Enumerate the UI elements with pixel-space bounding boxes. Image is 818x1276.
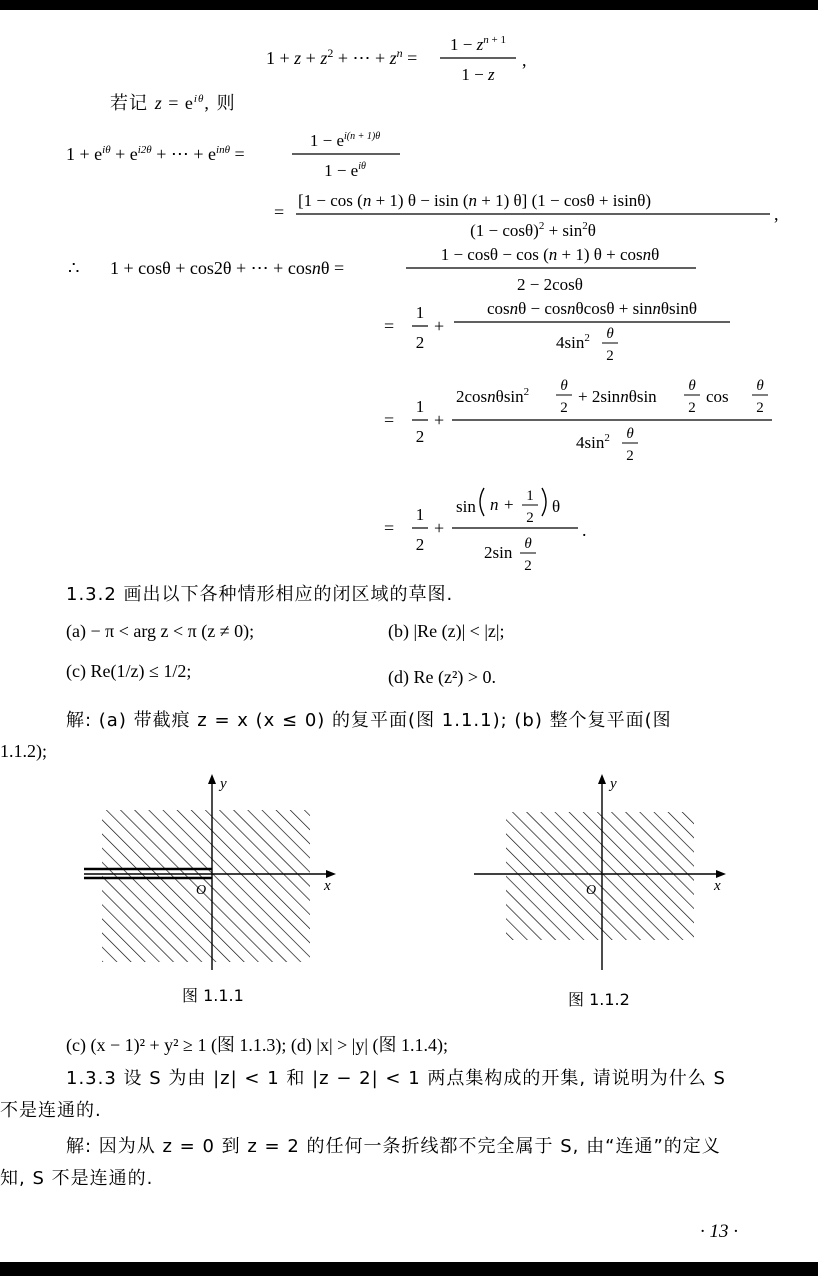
text-let-z: 若记 $z = e^{i\theta}$, 则 xyxy=(110,93,236,114)
svg-text:1 − eiθ: $1 - e^{i\theta}$ xyxy=(324,161,366,180)
svg-text:(1 − cosθ)2 + sin2θ: $(1 - \cos\theta)^2 + \sin^2\theta$ xyxy=(470,220,596,240)
svg-text:2: 2 xyxy=(560,400,568,416)
figure-1-1-1 xyxy=(80,770,350,970)
svg-text:2cosnθsin2: 2cosnθsin$^2$ xyxy=(456,386,530,406)
y-axis-arrow xyxy=(598,774,606,784)
item-b: (b) |Re (z)| < |z|; xyxy=(388,621,505,641)
svg-text:2: 2 xyxy=(756,400,764,416)
svg-text:1 − ei(n + 1)θ: $1 - e^{i(n + 1)\theta}$ xyxy=(309,131,381,150)
formula-step-4 xyxy=(380,292,740,372)
bottom-border xyxy=(0,1262,818,1276)
svg-text:4sin2: $4\sin^2$ xyxy=(576,432,610,452)
exercise-1-3-3: 1.3.3 设 S 为由 |z| < 1 和 |z − 2| < 1 两点集构成的开集, 请说明为什么 S xyxy=(66,1068,726,1089)
formula-exp-sum xyxy=(60,124,420,184)
x-axis-arrow xyxy=(716,870,726,878)
svg-text:1 − zn + 1: $1 - z^n + 1$ xyxy=(450,34,506,54)
x-axis-arrow xyxy=(326,870,336,878)
y-axis-label: y xyxy=(220,776,227,792)
solution-c-d: (c) (x − 1)² + y² ≥ 1 (图 1.1.3); (d) |x| > |y| (图 1.1.4); xyxy=(66,1035,448,1055)
solution-a-b: 解: (a) 带截痕 z = x (x ≤ 0) 的复平面(图 1.1.1); (b) 整个复平面(图 xyxy=(66,710,672,731)
svg-text:θ: θ xyxy=(688,378,696,394)
y-axis-label: y xyxy=(610,776,617,792)
solution-1-3-3: 解: 因为从 z = 0 到 z = 2 的任何一条折线都不完全属于 S, 由“连通”的定义 xyxy=(66,1136,721,1157)
svg-text:θ: θ xyxy=(552,497,561,516)
svg-text:1: 1 xyxy=(526,488,534,504)
svg-text:θ: θ xyxy=(756,378,764,394)
page-number: · 13 · xyxy=(700,1221,738,1242)
formula-step-2 xyxy=(270,182,790,242)
svg-text:1 + z + z2 + ⋯ + zn =: $1 + z + z^2$ + ⋯ + $z^n$ = xyxy=(266,46,418,68)
y-axis-arrow xyxy=(208,774,216,784)
svg-text:cos: cos xyxy=(706,387,729,406)
formula-geometric-sum xyxy=(260,26,560,86)
svg-text:2: 2 xyxy=(688,400,696,416)
svg-text:,: , xyxy=(522,50,527,70)
item-a: (a) − π < arg z < π (z ≠ 0); xyxy=(66,621,255,641)
top-border xyxy=(0,0,818,10)
solution-a-b-cont: 1.1.2); xyxy=(0,741,47,761)
svg-text:+: + xyxy=(504,495,514,514)
svg-text:θ: θ xyxy=(606,326,614,342)
svg-text:.: . xyxy=(582,520,587,540)
svg-text:+ 2sinnθsin: + 2sinnθsin xyxy=(578,387,657,406)
svg-text:=: = xyxy=(384,518,395,538)
svg-text:cosnθ − cosnθcosθ + sinnθsinθ: cosnθ − cosnθcosθ + sinnθsinθ xyxy=(486,299,698,318)
svg-text:2: 2 xyxy=(526,510,534,526)
svg-text:1: 1 xyxy=(415,505,425,524)
svg-text:sin: sin xyxy=(456,497,476,516)
caption-fig-1-1-2: 图 1.1.2 xyxy=(568,990,630,1009)
svg-text:2: 2 xyxy=(415,427,425,446)
svg-text:1 − cosθ − cos (n + 1) θ + cos: 1 − cosθ − cos (n + 1) θ + cosnθ xyxy=(440,245,660,264)
svg-text:1 − z: 1 − z xyxy=(461,65,495,84)
svg-text:=: = xyxy=(274,202,285,222)
svg-text:1: 1 xyxy=(415,397,425,416)
exercise-1-3-2: 1.3.2 画出以下各种情形相应的闭区域的草图. xyxy=(66,584,454,605)
svg-text:1 + eiθ + ei2θ + ⋯ + einθ =: $1 + e^{i\theta} + e^{i2\theta}$ + ⋯ + $e^{in\theta}$ = xyxy=(66,144,245,164)
svg-text:1 + cosθ + cos2θ + ⋯ + cosnθ: 1 + cosθ + cos2θ + ⋯ + cosnθ = xyxy=(110,258,345,278)
exercise-1-3-3-cont: 不是连通的. xyxy=(0,1100,102,1121)
svg-text:n: n xyxy=(490,495,499,514)
svg-text:2: 2 xyxy=(626,448,634,464)
svg-text:2sin: 2sin xyxy=(484,543,513,562)
x-axis-label: x xyxy=(324,878,331,894)
svg-text:4sin2: $4\sin^2$ xyxy=(556,332,590,352)
solution-1-3-3-cont: 知, S 不是连通的. xyxy=(0,1168,154,1189)
svg-text:2: 2 xyxy=(415,333,425,352)
svg-text:∴: ∴ xyxy=(68,258,80,278)
svg-text:θ: θ xyxy=(560,378,568,394)
svg-text:θ: θ xyxy=(626,426,634,442)
formula-step-5 xyxy=(380,374,790,474)
formula-step-6 xyxy=(380,478,620,578)
svg-text:1: 1 xyxy=(415,303,425,322)
svg-text:=: = xyxy=(384,410,395,430)
formula-cos-sum xyxy=(60,238,720,298)
origin-label: O xyxy=(586,883,597,898)
svg-text:+: + xyxy=(434,316,445,336)
svg-text:2 − 2cosθ: 2 − 2cosθ xyxy=(517,275,583,294)
svg-text:θ: θ xyxy=(524,536,532,552)
svg-text:2: 2 xyxy=(524,558,532,574)
svg-text:+: + xyxy=(434,410,445,430)
svg-text:,: , xyxy=(774,204,779,224)
svg-text:=: = xyxy=(384,316,395,336)
svg-text:[1 − cos (n + 1) θ − isin (n +: [1 − cos (n + 1) θ − isin (n + 1) θ] (1 − cosθ + isinθ) xyxy=(298,191,652,210)
item-d: (d) Re (z²) > 0. xyxy=(388,667,497,687)
origin-label: O xyxy=(196,883,207,898)
svg-text:2: 2 xyxy=(415,535,425,554)
caption-fig-1-1-1: 图 1.1.1 xyxy=(182,986,244,1005)
item-c: (c) Re(1/z) ≤ 1/2; xyxy=(66,661,192,681)
shaded-region xyxy=(506,812,694,940)
svg-text:2: 2 xyxy=(606,348,614,364)
x-axis-label: x xyxy=(714,878,721,894)
figure-1-1-2 xyxy=(470,770,740,970)
svg-text:+: + xyxy=(434,518,445,538)
